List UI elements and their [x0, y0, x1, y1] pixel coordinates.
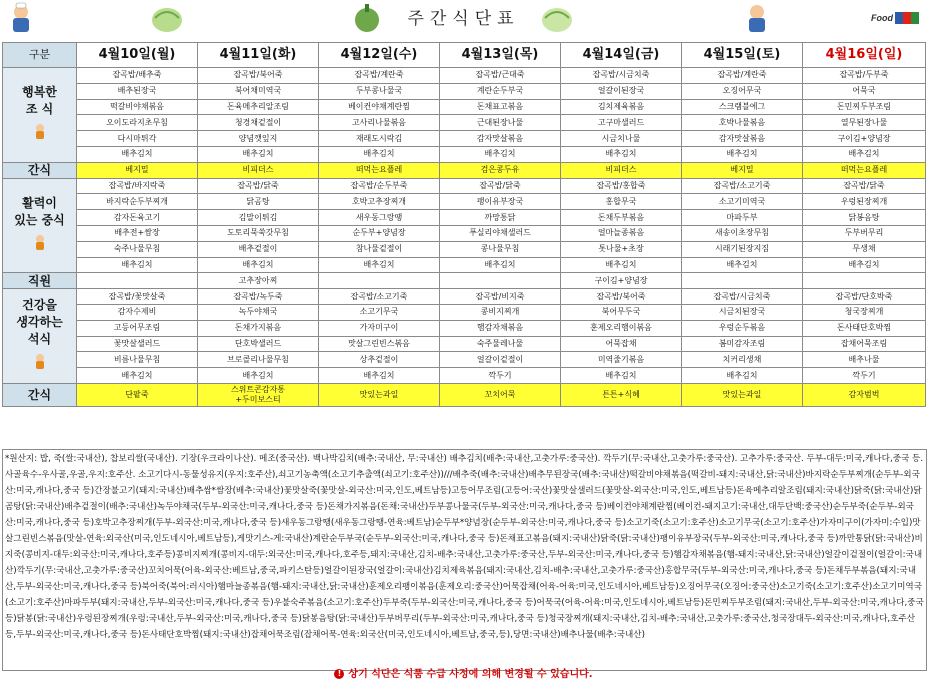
menu-item: 감자수제비: [77, 304, 198, 320]
breakfast-row: [3, 115, 926, 131]
chef-character-icon: [740, 2, 774, 34]
menu-item: 잡곡밥/두부죽: [803, 68, 926, 84]
alert-icon: !: [334, 669, 344, 679]
menu-item: 잡곡밥/계란죽: [682, 68, 803, 84]
staff-item: [803, 273, 926, 289]
menu-item: 감자맛살볶음: [440, 131, 561, 147]
menu-item: 잡곡밥/소고기죽: [682, 178, 803, 194]
menu-item: 우렁된장찌개: [803, 194, 926, 210]
menu-item: 까망통닭: [440, 210, 561, 226]
snack-row: [3, 383, 926, 406]
menu-item: 두부콩나물국: [319, 83, 440, 99]
menu-item: 닭봉음탕: [803, 210, 926, 226]
cabbage-icon: [540, 2, 574, 34]
menu-item: 배추김치: [561, 368, 682, 384]
menu-item: 어묵국: [803, 83, 926, 99]
menu-item: 미역줄기볶음: [561, 352, 682, 368]
menu-item: 배추김치: [682, 368, 803, 384]
menu-item: 배추김치: [77, 368, 198, 384]
menu-item: 꽃맛살샐러드: [77, 336, 198, 352]
menu-item: 잡곡밥/북어죽: [561, 289, 682, 305]
menu-item: 고등어무조림: [77, 320, 198, 336]
menu-item: 상추겉절이: [319, 352, 440, 368]
staff-item: 고추장아찌: [198, 273, 319, 289]
menu-item: 시금치된장국: [682, 304, 803, 320]
menu-item: 잡곡밥/바지락죽: [77, 178, 198, 194]
menu-item: 훈제오리햄이볶음: [561, 320, 682, 336]
menu-item: 잡곡밥/북어죽: [198, 68, 319, 84]
breakfast-row: [3, 83, 926, 99]
menu-item: 얼갈이겉절이: [440, 352, 561, 368]
category-header: 구분: [3, 43, 77, 68]
logo-mark: [895, 12, 919, 24]
staff-row: [3, 273, 926, 289]
page-title: 주간식단표: [407, 9, 520, 29]
menu-item: 배추김치: [319, 146, 440, 162]
menu-item: 배추김치: [319, 368, 440, 384]
dinner-row: [3, 320, 926, 336]
snack-item: 맛있는과일: [319, 383, 440, 406]
menu-item: 오징어무국: [682, 83, 803, 99]
menu-item: 고구마샐러드: [561, 115, 682, 131]
menu-item: 배추김치: [803, 146, 926, 162]
lunch-row: [3, 225, 926, 241]
snack-item: 단팥죽: [77, 383, 198, 406]
menu-item: 청경채겉절이: [198, 115, 319, 131]
snack-item: 스위트콘감자통 +두미보스티: [198, 383, 319, 406]
snack-item: 떠먹는요플레: [803, 162, 926, 178]
menu-item: 녹두야채국: [198, 304, 319, 320]
menu-item: 단호박샐러드: [198, 336, 319, 352]
menu-item: 배추김치: [803, 257, 926, 273]
breakfast-row: [3, 99, 926, 115]
breakfast-row: [3, 146, 926, 162]
menu-item: 잡곡밥/홍합죽: [561, 178, 682, 194]
lunch-row: [3, 257, 926, 273]
menu-item: 마파두부: [682, 210, 803, 226]
menu-item: 열무된장나물: [803, 115, 926, 131]
day-header-sunday: 4월16일(일): [803, 43, 926, 68]
menu-item: 호박나물볶음: [682, 115, 803, 131]
menu-item: 스크램블에그: [682, 99, 803, 115]
menu-item: 숙주나물무침: [77, 241, 198, 257]
menu-item: 잡곡밥/녹두죽: [198, 289, 319, 305]
menu-item: 어묵잡채: [561, 336, 682, 352]
snack-item: 검은콩두유: [440, 162, 561, 178]
menu-item: 돈채두부볶음: [561, 210, 682, 226]
menu-item: 배추김치: [77, 146, 198, 162]
menu-item: 얼마늘종볶음: [561, 225, 682, 241]
footer-notice: [0, 665, 927, 680]
page-header: [0, 0, 927, 40]
menu-item: 새송이초장무침: [682, 225, 803, 241]
menu-item: 잡곡밥/근대죽: [440, 68, 561, 84]
menu-item: 잡곡밥/닭죽: [803, 178, 926, 194]
menu-item: 잡곡밥/소고기죽: [319, 289, 440, 305]
menu-item: 숙주물레나물: [440, 336, 561, 352]
staff-item: 구이김+양념장: [561, 273, 682, 289]
menu-item: 배추김치: [682, 146, 803, 162]
food-logo: Food: [849, 10, 919, 30]
snack-item: 튼튼+식혜: [561, 383, 682, 406]
menu-item: 돈육메추리알조림: [198, 99, 319, 115]
menu-item: 잡곡밥/꽃맛살죽: [77, 289, 198, 305]
weekly-menu-table: [2, 42, 926, 407]
chef-character-icon: [33, 233, 47, 251]
menu-item: 잡채어묵조림: [803, 336, 926, 352]
menu-item: 깍두기: [440, 368, 561, 384]
menu-item: 베이컨야채계란찜: [319, 99, 440, 115]
menu-item: 오이도라지초무침: [77, 115, 198, 131]
menu-item: 잡곡밥/시금치죽: [561, 68, 682, 84]
day-header: 4월13일(목): [440, 43, 561, 68]
menu-item: 배추김치: [198, 368, 319, 384]
snack-item: 비피더스: [198, 162, 319, 178]
meal-label: 활력이 있는 중식: [14, 195, 65, 227]
menu-item: 배추나물: [803, 352, 926, 368]
menu-item: 햄감자채볶음: [440, 320, 561, 336]
menu-item: 잡곡밥/단호박죽: [803, 289, 926, 305]
menu-item: 두부버무리: [803, 225, 926, 241]
menu-item: 배추겉절이: [198, 241, 319, 257]
menu-item: 맛살그린빈스볶음: [319, 336, 440, 352]
menu-item: 호박고추장찌개: [319, 194, 440, 210]
menu-item: 얼갈이된장국: [561, 83, 682, 99]
lunch-label: [3, 178, 77, 273]
snack-item: 감자범벅: [803, 383, 926, 406]
menu-item: 닭곰탕: [198, 194, 319, 210]
menu-item: 배추김치: [682, 257, 803, 273]
menu-item: 콩나물무침: [440, 241, 561, 257]
menu-item: 참나물겉절이: [319, 241, 440, 257]
menu-item: 배추전+쌈장: [77, 225, 198, 241]
menu-item: 소고기무국: [319, 304, 440, 320]
menu-item: 소고기미역국: [682, 194, 803, 210]
menu-item: 가자미구이: [319, 320, 440, 336]
menu-item: 잡곡밥/순두부죽: [319, 178, 440, 194]
day-header: 4월14일(금): [561, 43, 682, 68]
lunch-row: [3, 178, 926, 194]
menu-item: 새우동그랑땡: [319, 210, 440, 226]
menu-item: 잡곡밥/닭죽: [198, 178, 319, 194]
breakfast-row: [3, 131, 926, 147]
menu-item: 시금치나물: [561, 131, 682, 147]
menu-item: 순두부+양념장: [319, 225, 440, 241]
dinner-row: [3, 368, 926, 384]
menu-item: 김말이튀김: [198, 210, 319, 226]
day-header: 4월15일(토): [682, 43, 803, 68]
dinner-row: [3, 336, 926, 352]
dinner-label: [3, 289, 77, 384]
menu-item: 잡곡밥/시금치죽: [682, 289, 803, 305]
row-label: 간식: [3, 162, 77, 178]
menu-item: 김치제육볶음: [561, 99, 682, 115]
menu-item: 계란순두부국: [440, 83, 561, 99]
menu-item: 잡곡밥/계란죽: [319, 68, 440, 84]
staff-item: [319, 273, 440, 289]
menu-item: 봄미감자조림: [682, 336, 803, 352]
menu-item: 감자돈육고기: [77, 210, 198, 226]
menu-item: 우렁순두볶음: [682, 320, 803, 336]
menu-item: 양념깻잎지: [198, 131, 319, 147]
dinner-row: [3, 352, 926, 368]
menu-item: 다시마튀각: [77, 131, 198, 147]
row-label: 간식: [3, 383, 77, 406]
origin-notes: *원산지: 밥, 죽(쌀:국내산), 찹보리쌀(국내산). 기장(우크라이나산). 메조(중국산). 백나박김치(배추:국내산, 무:국내산) 배추김치(배추:국내산,고춧가루:중국산). 깍두기(무:국내산,고춧가루:중국산). 고추가루:중국산. 두부-대두:미국,캐나다,중국 등. 사골육수-우사골,우골,우지:호주산. 소고기다시-동물성유지(우지:호주산),쇠고기농축액(소고기추출액(쇠고기:호주산))///배추죽(배추:국내산)배추무된장국(배추:국내산)떡갈비야채볶음(떡갈비-돼지:국내산,닭:국내산)바지락순두부찌개(순두부-외국산:미국,캐나다,중국 등)간장불고기(돼지:국내산)배추쌈*쌈장(배추:국내산)꽃맛살죽(꽃맛살-외국산:미국,인도,베트남등)고등어무조림(고등어:국산)꽃맛살샐러드(꽃맛살-외국산:미국,인도,베트남등)돈육메추리알조림(돼지:국내산)닭죽(닭:국내산)닭곰탕(닭:국내산)배추겉절이(배추:국내산)녹두야채국(두부-외국산:미국,캐나다,중국 등)돈채가지볶음(돈채:국내산)두부콩나물국(두부-외국산:미국,캐나다,중국 등)베이컨야채계란찜(베이컨-돼지고기:국내산,대두단백:중국산)순두부죽(순두부-외국산:미국,캐나다,중국 등)호박고추장찌개(두부-외국산:미국,캐나다,중국 등)새우동그랑땡(새우동그랑땡-연육:베트남)순두부*양념장(순두부-외국산:미국,캐나다,중국 등)소고기죽(소고기:호주산)소고기무국(소고기:호주산)가자미구이(가자미:수입)맛살그린빈스볶음(맛살-연육:외국산(미국,인도네시아,베트남등),게맛기스-게:국내산)계란순두부국(순두부-외국산:미국,캐나다,중국 등)돈채표고볶음(돼지:국내산)닭죽(닭:국내산)팽이유부장국(두부-외국산:미국,캐나다,중국 등)까만통닭(닭:국내산)비지죽(콩비지-대두:외국산:미국,캐나다,호주등)콩비지찌개(콩비지-대두:외국산:미국,캐나다,호주등,돼지:국내산,김치-배추:국내산,고춧가루:중국산,두부-외국산:미국,캐나다,중국 등)햄감자채볶음(햄-돼지:국내산,닭:국내산)얼갈이겉절이(얼갈이:국내산)깍두기(무:국내산,고춧가루:중국산)꼬치어묵(어육-외국산:베트남,중국,파키스탄등)얼갈이된장국(얼갈이:국내산)김치제육볶음(돼지:국내산,김치-배추:국내산,고춧가루:중국산)홍합무국(두부-외국산:미국,캐나다,중국 등)돈채두부볶음(돼지:국내산,두부-외국산:미국,캐나다,중국 등)북어죽(북어:러시아)햄마늘종볶음(햄-돼지:국내산,닭:국내산)훈제오리팽이볶음(훈제오리:중국산)어묵잡채(어육-어육:미국,인도네시아,베트남등)오징어무국(오징어:중국산)소고기죽(소고기:호주산)소고기미역국(소고기:호주산)마파두부(돼지:국내산,두부-외국산:미국,캐나다,중국 등)우불숙주볶음(소고기:호주산)두부죽(두부-외국산:미국,캐나다,중국 등)어묵국(어육-어육:미국,인도네시아,베트남등)돈민찌두부조림(돼지:국내산,두부-외국산:미국,캐나다,중국 등)닭봉(닭:국내산)우렁된장찌개(우렁:국내산,두부-외국산:미국,캐나다,중국 등)닭봉음탕(닭:국내산)두부버무리(두부-외국산:미국,캐나다,중국 등)청국장찌개(돼지:국내산,김치-배추:국내산,고춧가루:중국산,청국장대두-외국산:미국,캐나다,호주산등,두부-외국산:미국,캐나다,중국 등)돈사태단호박찜(돼지:국내산)잡채어묵조림(잡채어묵-연육:외국산(미국,인도네시아,베트남,중국,등),당면:국내산)배추나물(배추:국내산): [2, 449, 927, 671]
menu-item: 배추김치: [319, 257, 440, 273]
chef-character-icon: [33, 352, 47, 370]
lunch-row: [3, 210, 926, 226]
snack-item: 떠먹는요플레: [319, 162, 440, 178]
menu-item: 재래도시락김: [319, 131, 440, 147]
staff-item: [77, 273, 198, 289]
staff-item: [682, 273, 803, 289]
menu-item: 북어채미역국: [198, 83, 319, 99]
snack-item: 비피더스: [561, 162, 682, 178]
menu-item: 팽이유부장국: [440, 194, 561, 210]
day-header: 4월11일(화): [198, 43, 319, 68]
menu-item: 잡곡밥/비지죽: [440, 289, 561, 305]
menu-item: 배추김치: [440, 257, 561, 273]
menu-item: 배추된장국: [77, 83, 198, 99]
menu-item: 돈사태단호박찜: [803, 320, 926, 336]
menu-item: 배추김치: [440, 146, 561, 162]
dinner-row: [3, 304, 926, 320]
menu-item: 콩비지찌개: [440, 304, 561, 320]
menu-item: 바지락순두부찌개: [77, 194, 198, 210]
menu-item: 시래기된장지짐: [682, 241, 803, 257]
menu-item: 배추김치: [561, 257, 682, 273]
menu-item: 배추김치: [561, 146, 682, 162]
lunch-row: [3, 241, 926, 257]
menu-item: 고사리나물볶음: [319, 115, 440, 131]
menu-item: 배추김치: [77, 257, 198, 273]
menu-item: 브로콜리나물무침: [198, 352, 319, 368]
menu-item: 도토리묵쑥갓무침: [198, 225, 319, 241]
dinner-row: [3, 289, 926, 305]
menu-item: 돈채표고볶음: [440, 99, 561, 115]
menu-item: 구이김+양념장: [803, 131, 926, 147]
meal-label: 행복한 조 식: [22, 85, 57, 117]
header-row: [3, 43, 926, 68]
menu-item: 비름나물무침: [77, 352, 198, 368]
chef-character-icon: [33, 122, 47, 140]
menu-item: 무생채: [803, 241, 926, 257]
menu-item: 잡곡밥/배추죽: [77, 68, 198, 84]
menu-item: 잡곡밥/닭죽: [440, 178, 561, 194]
snack-item: 맛있는과일: [682, 383, 803, 406]
row-label: 직원: [3, 273, 77, 289]
breakfast-label: [3, 68, 77, 163]
menu-item: 배추김치: [198, 146, 319, 162]
menu-item: 근대된장나물: [440, 115, 561, 131]
snack-row: [3, 162, 926, 178]
menu-item: 치커리생채: [682, 352, 803, 368]
breakfast-row: [3, 68, 926, 84]
menu-item: 청국장찌개: [803, 304, 926, 320]
lunch-row: [3, 194, 926, 210]
menu-item: 북어무두국: [561, 304, 682, 320]
meal-label: 건강을 생각하는 석식: [16, 298, 63, 347]
snack-item: 베지밀: [77, 162, 198, 178]
menu-item: 깍두기: [803, 368, 926, 384]
day-header: 4월12일(수): [319, 43, 440, 68]
staff-item: [440, 273, 561, 289]
menu-item: 톳나물+초장: [561, 241, 682, 257]
menu-item: 배추김치: [198, 257, 319, 273]
menu-item: 돈채가지볶음: [198, 320, 319, 336]
snack-item: 꼬치어묵: [440, 383, 561, 406]
menu-item: 푸실리야채샐러드: [440, 225, 561, 241]
menu-item: 감자맛살볶음: [682, 131, 803, 147]
footer-text: 상기 식단은 식품 수급 사정에 의해 변경될 수 있습니다.: [348, 669, 593, 680]
menu-item: 떡갈비야채볶음: [77, 99, 198, 115]
menu-item: 홍합무국: [561, 194, 682, 210]
menu-item: 돈민찌두부조림: [803, 99, 926, 115]
snack-item: 베지밀: [682, 162, 803, 178]
day-header: 4월10일(월): [77, 43, 198, 68]
